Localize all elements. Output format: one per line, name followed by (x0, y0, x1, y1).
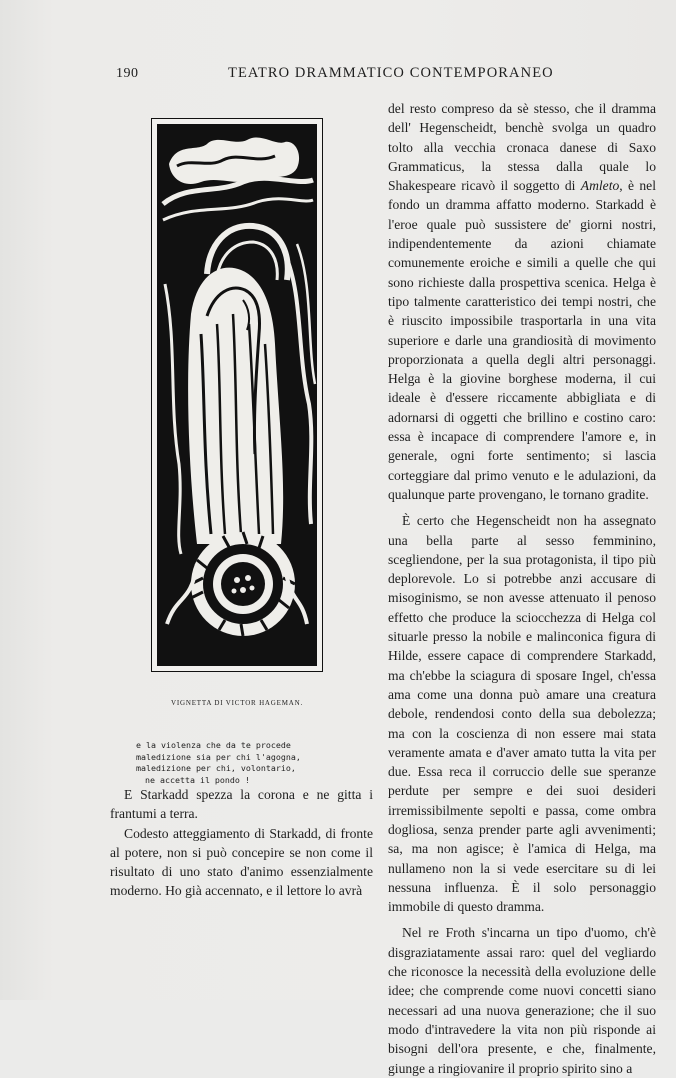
woodcut-artwork (157, 124, 317, 666)
italic-title: Amleto (580, 178, 620, 194)
illustration-caption: VIGNETTA DI VICTOR HAGEMAN. (171, 699, 303, 707)
paragraph: È certo che Hegenscheidt non ha assegnato una bella parte al sesso femminino, scegliendone, per la sua protagonista, il tipo più deplorevole. Lo si potrebbe anzi accusare di misoginismo, se non avesse attenuato il penoso effetto che produce la sciocchezza di Helga col situarle presso la nobile e malinconica figura di Hilde, essere capace di comprendere Starkadd, ma ch'ebbe la sciagura di sposare Ingel, ch'essa ama come una donna può amare una creatura debole, rendendosi conto della sua debolezza; ma con la coscienza di non essere mai stata veramente amata e d'aver amato tutta la vita per due. Essa reca il corruccio delle sue speranze perdute per sempre e dei suoi desideri irremissibilmente sepolti e passa, come ombra dogliosa, senza prender parte agli avvenimenti; sa, ma non agisce; è l'amica di Helga, ma nullameno non la si vede esercitare su di lei nessuna influenza. È il solo personaggio immobile di questo dramma. (388, 513, 656, 915)
verse-line: maledizione per chi, volontario, (136, 763, 296, 773)
paragraph: E Starkadd spezza la corona e ne gitta i frantumi a terra. (110, 787, 373, 822)
paragraph: Codesto atteggiamento di Starkadd, di fronte al potere, non si può concepire se non come il risultato di uno stato d'animo essenzialmente moderno. Ho già accennato, e il lettore lo avrà (110, 825, 373, 899)
page-number: 190 (116, 66, 139, 81)
paragraph-text: del resto compreso da sè stesso, che il dramma dell' Hegenscheidt, benchè svolga un quadro tolto alla vecchia cronaca danese di Saxo Grammaticus, la stessa dalla quale lo Shakespeare ricavò il soggetto di (388, 101, 656, 194)
page-header (0, 66, 676, 88)
verse-quote (136, 740, 356, 786)
paragraph (388, 99, 656, 504)
paragraph-text: , è nel fondo un dramma affatto moderno. Starkadd è l'eroe quale può sussistere de' giorni nostri, indipendentemente da azioni chiamate comunemente eroiche e simili a quelle che qui sono richieste dalla prospettiva scenica. Helga è tipo talmente caratteristico dei tempi nostri, che è riuscito impossibile trasportarla in una vita superiore e darle una grandiosità di movimento proporzionata a quella degli altri personaggi. Helga è la giovine borghese moderna, il cui ideale è d'essere riccamente abbigliata e di adornarsi di oggetti che brillino e costino caro: essa è incapace di comprendere l'amore e, in generale, ogni forte sentimento; si lascia corteggiare dal primo venuto e le adulazioni, da qualunque parte provengano, le tornano gradite. (388, 178, 656, 502)
woodcut-illustration (151, 118, 323, 672)
left-text-column (110, 785, 373, 901)
running-title: TEATRO DRAMMATICO CONTEMPORANEO (228, 65, 554, 81)
right-text-column (388, 99, 656, 1078)
paragraph: Nel re Froth s'incarna un tipo d'uomo, ch'è disgraziatamente assai raro: quel del vegliardo che riconosce la necessità della evoluzione delle idee; che comprende come nuovi concetti siano necessari ad una nuova generazione; che il suo modo d'intravedere la vita non più risponde ai bisogni dell'ora presente, e che, finalmente, giunge a ringiovanire il proprio spirito sino a (388, 925, 656, 1076)
verse-line: e la violenza che da te procede (136, 740, 291, 750)
verse-line: ne accetta il pondo ! (145, 774, 250, 785)
verse-line: maledizione sia per chi l'agogna, (136, 751, 301, 762)
